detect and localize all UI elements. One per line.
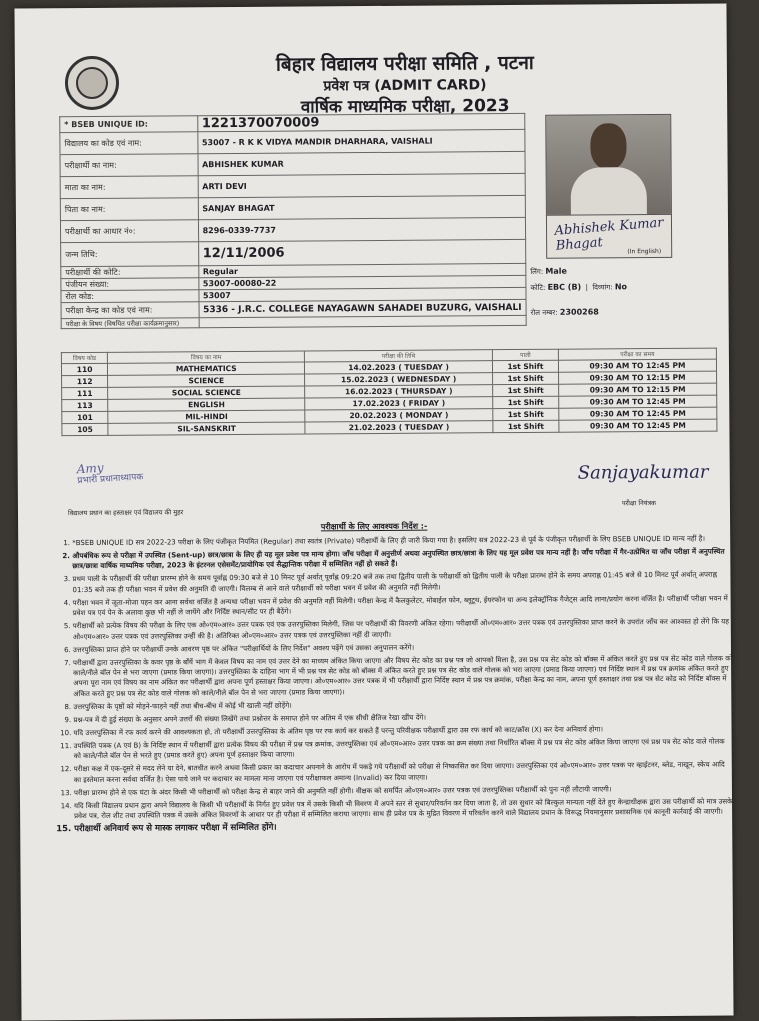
exam-centre: 5336 - J.R.C. COLLEGE NAYAGAWN SAHADEI BUZURG, VAISHALI — [199, 299, 527, 317]
exam-date: 17.02.2023 ( FRIDAY ) — [305, 397, 493, 410]
aadhaar-number: 8296-0339-7737 — [198, 217, 526, 241]
date-of-birth: 12/11/2006 — [198, 239, 526, 265]
signature-note: (In English) — [627, 247, 662, 256]
subject-code: 113 — [62, 399, 108, 411]
info-label: जन्म तिथि: — [61, 242, 199, 267]
col-header-time: परीक्षा का समय — [558, 348, 716, 360]
instruction-item: 15. परीक्षार्थी अनिवार्य रूप से मास्क लगाकर परीक्षा में सम्मिलित होंगे। — [74, 820, 733, 835]
category-label: कोटि: — [530, 283, 546, 292]
roll-number-value: 2300268 — [559, 307, 599, 317]
registration-number: 53007-00080-22 — [198, 275, 526, 289]
subject-code: 101 — [62, 411, 108, 423]
exam-date: 14.02.2023 ( TUESDAY ) — [305, 361, 493, 374]
sex-field — [530, 267, 567, 277]
instruction-item: 7. परीक्षार्थी द्वारा उत्तरपुस्तिका के कवर पृष्ठ के बाँयें भाग में केवल विषय का नाम एवं उत्तर देने का माध्यम अंकित किया जाएगा और विषय सेट कोड का प्रश्न पत्र जो आपको मिला है, उस प्रश्न पत्र सेट कोड को बॉक्स में अंकित करते हुए प्रश्न पत्र सेट कोड वाले गोलक को काले/नीले बॉल पेन से भरा जाएगा (प्रमाड किया जाएगा)। उत्तरपुस्तिका के दाहिना भाग में भी प्रश्न पत्र सेट कोड को बॉक्स में अंकित करते हुए प्रश्न पत्र सेट कोड वाले गोलक को भरा जाएगा (प्रमाड किया जाएगा) एवं निर्दिष्ट स्थान में प्रश्न पत्र क्रमांक अंकित करते हुए अपना पूरा नाम एवं विषय का नाम अंकित कर परीक्षार्थी द्वारा अपना पूर्ण हस्ताक्षर किया जाएगा। ओ०एम०आर० उत्तर पत्रक में भी परीक्षार्थी द्वारा निर्दिष्ट स्थान में प्रश्न पत्र क्रमांक, परीक्षा केन्द्र का नाम, अपना पूर्ण हस्ताक्षर तथा प्रश्न पत्र सेट कोड को निर्दिष्ट बॉक्स में अंकित करते हुए प्रश्न पत्र सेट कोड वाले गोलक को काले/नीले बॉल पेन से भरा जाएगा (प्रमाड किया जाएगा)। — [73, 653, 733, 699]
exam-time: 09:30 AM TO 12:45 PM — [558, 359, 716, 372]
candidate-photo — [545, 114, 672, 217]
exam-date: 21.02.2023 ( TUESDAY ) — [305, 421, 493, 434]
info-label: * BSEB UNIQUE ID: — [60, 116, 198, 133]
exam-shift: 1st Shift — [492, 372, 558, 384]
instruction-item: 13. परीक्षा प्रारम्भ होने से एक घंटा के अंदर किसी भी परीक्षार्थी को परीक्षा केन्द्र से बाहर जाने की अनुमति नहीं होगी। वीक्षक को समर्पित ओ०एम०आर० उत्तर पत्रक एवं उत्तरपुस्तिका परीक्षार्थी को पुनः नहीं लौटायी जाएगी। — [74, 783, 734, 798]
info-label: परीक्षा के विषय (विषयित परीक्षा कार्यक्रमानुसार) — [61, 318, 199, 329]
subject-name: ENGLISH — [108, 398, 305, 411]
exam-time: 09:30 AM TO 12:15 PM — [559, 383, 717, 396]
controller-caption: परीक्षा नियंत्रक — [621, 499, 657, 508]
roll-number-field — [531, 307, 599, 317]
subjects-table — [61, 348, 718, 437]
instruction-item: 14. यदि किसी विद्यालय प्रधान द्वारा अपने विद्यालय के किसी भी परीक्षार्थी के निर्गत हुए प्रवेश पत्र में उसके किसी भी विवरण में अपने स्तर से सुधार/परिवर्तन कर दिया जाता है, तो उस सुधार को बिल्कुल मान्यता नहीं देते हुए केन्द्राधीक्षक द्वारा उस परीक्षार्थी को मात्र उसके प्रवेश पत्र, रोल शीट तथा उपस्थिति पत्रक में उसके अंकित विवरणों के आधार पर ही परीक्षा में सम्मिलित कराया जाएगा। साथ ही प्रवेश पत्र के मुद्रित विवरण में परिवर्तन करने वाले विद्यालय प्रधान के विरूद्ध नियमानुसार प्रशासनिक एवं कानूनी कार्रवाई की जाएगी। — [74, 796, 734, 821]
info-label: पिता का नाम: — [60, 198, 198, 221]
info-label: रोल कोड: — [61, 290, 199, 303]
info-label: परीक्षार्थी की कोटि: — [61, 266, 199, 279]
subject-code: 105 — [62, 423, 108, 435]
exam-time: 09:30 AM TO 12:15 PM — [559, 371, 717, 384]
exam-shift: 1st Shift — [493, 396, 559, 408]
candidate-signature-box — [546, 214, 672, 259]
candidate-signature: Abhishek Kumar Bhagat — [554, 215, 664, 254]
info-label: परीक्षार्थी का आधार नं०: — [60, 220, 198, 243]
bseb-logo — [65, 56, 119, 110]
instructions-list — [54, 534, 733, 838]
subject-name: MATHEMATICS — [108, 362, 305, 375]
exam-time: 09:30 AM TO 12:45 PM — [559, 395, 717, 408]
info-label: माता का नाम: — [60, 176, 198, 199]
info-label: विद्यालय का कोड एवं नाम: — [60, 132, 198, 155]
school-name: 53007 - R K K VIDYA MANDIR DHARHARA, VAISHALI — [197, 129, 525, 153]
exam-date: 16.02.2023 ( THURSDAY ) — [305, 385, 493, 398]
subject-code: 112 — [62, 375, 108, 387]
exam-title: वार्षिक माध्यमिक परीक्षा, 2023 — [300, 96, 510, 118]
exam-shift: 1st Shift — [493, 384, 559, 396]
headmaster-caption: विद्यालय प्रधान का हस्ताक्षर एवं विद्यालय की मुहर — [67, 508, 184, 518]
headmaster-stamp-text: प्रभारी प्रधानाध्यापक — [77, 472, 144, 487]
instruction-item: 4. परीक्षा भवन में जूता-मोजा पहन कर आना सर्वथा वर्जित है अन्यथा परीक्षा भवन में प्रवेश की अनुमति नहीं मिलेगी। परीक्षा केन्द्र में कैलकुलेटर, मोबाईल फोन, ब्लूटूथ, ईयरफोन या अन्य इलेक्ट्रॉनिक गैजेट्स आदि लाना/प्रयोग करना वर्जित है। परीक्षार्थी परीक्षा भवन में प्रवेश पत्र एवं पेन के अलावा कुछ भी नहीं ले जायेंगे और निर्दिष्ट स्थान/सीट पर ही बैठेंगे। — [73, 593, 733, 618]
info-label: पंजीयन संख्या: — [61, 278, 199, 291]
col-header-date: परीक्षा की तिथि — [305, 350, 493, 362]
col-header-shift: पाली — [492, 349, 558, 360]
instruction-item: 11. उपस्थिति पत्रक (A एवं B) के निर्दिष्ट स्थान में परीक्षार्थी द्वारा प्रत्येक विषय की परीक्षा में प्रश्न पत्र क्रमांक, उत्तरपुस्तिका एवं ओ०एम०आर० उत्तर पत्रक का क्रम संख्या तथा निर्धारित बॉक्स में प्रश्न पत्र सेट कोड अंकित किया जाएगा एवं प्रश्न पत्र सेट कोड वाले गोलक को काले/नीले बॉल पेन से भरते हुए (प्रमाड करते हुए) अपना पूर्ण हस्ताक्षर किया जाएगा। — [74, 736, 734, 761]
sex-value: Male — [545, 266, 567, 276]
instruction-item: 1. *BSEB UNIQUE ID सत्र 2022-23 परीक्षा के लिए पंजीकृत नियमित (Regular) तथा स्वतंत्र (Private) परीक्षार्थी के लिए ही जारी किया गया है। इसलिए सत्र 2022-23 से पूर्व के पंजीकृत परीक्षार्थी के लिए BSEB UNIQUE ID मान्य नहीं है। — [72, 534, 732, 549]
candidate-info-table — [59, 113, 526, 329]
controller-signature: Sanjayakumar — [577, 461, 709, 484]
subject-name: SIL-SANSKRIT — [108, 422, 305, 435]
instruction-item: 8. उत्तरपुस्तिका के पृष्ठों को मोड़ने-फाड़ने नहीं तथा बीच-बीच में कोई भी खाली नहीं छोड़ेंगे। — [73, 697, 733, 712]
sex-label: लिंग: — [530, 267, 544, 276]
info-label: परीक्षा केन्द्र का कोड एवं नाम: — [61, 302, 199, 319]
roll-number-label: रोल नम्बर: — [530, 308, 558, 317]
exam-shift: 1st Shift — [493, 420, 559, 432]
candidate-name: ABHISHEK KUMAR — [198, 151, 526, 175]
subject-code: 111 — [62, 387, 108, 399]
category-field: कोटि: EBC (B) | दिव्यांग: No — [530, 282, 628, 292]
instructions-title: परीक्षार्थी के लिए आवश्यक निर्देश :- — [320, 521, 428, 532]
candidate-type: Regular — [198, 263, 526, 277]
category-value: EBC (B) — [547, 282, 582, 292]
exam-date: 20.02.2023 ( MONDAY ) — [305, 409, 493, 422]
instruction-item: 3. प्रथम पाली के परीक्षार्थी की परीक्षा प्रारम्भ होने के समय पूर्वाह्न 09:30 बजे से 10 मिनट पूर्व अर्थात् पूर्वाह्न 09:20 बजे तक तथा द्वितीय पाली के परीक्षार्थी को द्वितीय पाली के परीक्षा प्रारम्भ होने के समय अपराह्न 01:45 बजे से 10 मिनट पूर्व अर्थात् अपराह्न 01:35 बजे तक ही परीक्षा भवन में प्रवेश की अनुमति दी जाएगी। विलम्ब से आने वाले परीक्षार्थी को परीक्षा भवन में प्रवेश की अनुमति नहीं मिलेगी। — [72, 570, 732, 595]
admit-card-title: प्रवेश पत्र (ADMIT CARD) — [323, 77, 487, 95]
roll-code: 53007 — [198, 287, 526, 301]
mother-name: ARTI DEVI — [198, 173, 526, 197]
disability-label: दिव्यांग: — [592, 283, 613, 292]
instruction-item: 5. परीक्षार्थी को प्रत्येक विषय की परीक्षा के लिए एक ओ०एम०आर० उत्तर पत्रक एवं एक उत्तरपुस्तिका मिलेगी, जिस पर परीक्षार्थी की विवरणी अंकित रहेगा। परीक्षार्थी ओ०एम०आर० उत्तर पत्रक एवं उत्तरपुस्तिका प्राप्त करने के उपरांत जाँच कर आश्वस्त हो लेंगे कि यह ओ०एम०आर० उत्तर पत्रक एवं उत्तरपुस्तिका उन्हीं की है। अतिरिक्त ओ०एम०आर० उत्तर पत्रक एवं उत्तरपुस्तिका नहीं दी जाएगी। — [73, 617, 733, 642]
empty-cell — [199, 315, 527, 327]
exam-date: 15.02.2023 ( WEDNESDAY ) — [305, 373, 493, 386]
col-header-subject: विषय का नाम — [108, 351, 305, 363]
unique-id: 1221370070009 — [197, 113, 525, 131]
disability-value: No — [614, 282, 628, 292]
admit-card-sheet — [14, 4, 733, 1021]
instruction-item: 10. यदि उत्तरपुस्तिका में रफ कार्य करने की आवश्यकता हो, तो परीक्षार्थी उत्तरपुस्तिका के अंतिम पृष्ठ पर रफ कार्य कर सकते हैं परन्तु परिवीक्षक परीक्षार्थी द्वारा उस रफ कार्य को काट/क्रॉस (X) कर देना अनिवार्य होगा। — [74, 723, 734, 738]
exam-time: 09:30 AM TO 12:45 PM — [559, 419, 717, 432]
exam-shift: 1st Shift — [493, 408, 559, 420]
subject-name: MIL-HINDI — [108, 410, 305, 423]
instruction-item: 12. परीक्षा कक्ष में एक-दूसरे से मदद लेने या देने, बातचीत करने अथवा किसी प्रकार का कदाचार अपनाने के आरोप में पकड़े गये परीक्षार्थी को परीक्षा से निष्कासित कर दिया जाएगा। उत्तरपुस्तिका एवं ओ०एम०आर० उत्तर पत्रक पर व्हाईटनर, ब्लेड, नाखून, स्केच आदि का इस्तेमाल करना सर्वथा वर्जित है। ऐसा पाये जाने पर कदाचार का मामला माना जाएगा एवं परीक्षाफल अमान्य (Invalid) कर दिया जाएगा। — [74, 760, 734, 785]
subject-name: SCIENCE — [108, 374, 305, 387]
exam-time: 09:30 AM TO 12:45 PM — [559, 407, 717, 420]
info-label: परीक्षार्थी का नाम: — [60, 154, 198, 177]
instruction-item: 2. औपबंधिक रूप से परीक्षा में उपस्थित (Sent-up) छात्र/छात्रा के लिए ही यह मूल प्रवेश पत्र मान्य होगा। जाँच परीक्षा में अनुत्तीर्ण अथवा अनुपस्थित छात्र/छात्रा के लिए यह मूल प्रवेश पत्र मान्य नहीं है। जाँच परीक्षा में गैर-उत्प्रेषित या जाँच परीक्षा में अनुपस्थित छात्र/छात्रा वार्षिक माध्यमिक परीक्षा, 2023 के इंटरनल एसेसमेंट/प्रायोगिक एवं सैद्धान्तिक परीक्षा में सम्मिलित नहीं हो सकते हैं। — [72, 546, 732, 571]
father-name: SANJAY BHAGAT — [198, 195, 526, 219]
subject-code: 110 — [61, 363, 107, 375]
board-title: बिहार विद्यालय परीक्षा समिति , पटना — [275, 51, 534, 76]
instruction-item: 9. प्रश्न-पत्र में दी हुई संख्या के अनुसार अपने उत्तरों की संख्या लिखेंगे तथा प्रश्नोत्तर के समाप्त होने पर अंतिम में एक सीधी क्षैतिज रेखा खींच देंगे। — [73, 710, 733, 725]
col-header-code: विषय कोड — [61, 352, 107, 363]
instruction-item: 6. उत्तरपुस्तिका प्राप्त होने पर परीक्षार्थी उनके आवरण पृष्ठ पर अंकित "परीक्षार्थियों के लिए निर्देश" अवश्य पढ़ेंगे एवं उसका अनुपालन करेंगे। — [73, 640, 733, 655]
headmaster-stamp: Amy प्रभारी प्रधानाध्यापक — [76, 456, 199, 515]
subject-name: SOCIAL SCIENCE — [108, 386, 305, 399]
exam-shift: 1st Shift — [492, 360, 558, 372]
